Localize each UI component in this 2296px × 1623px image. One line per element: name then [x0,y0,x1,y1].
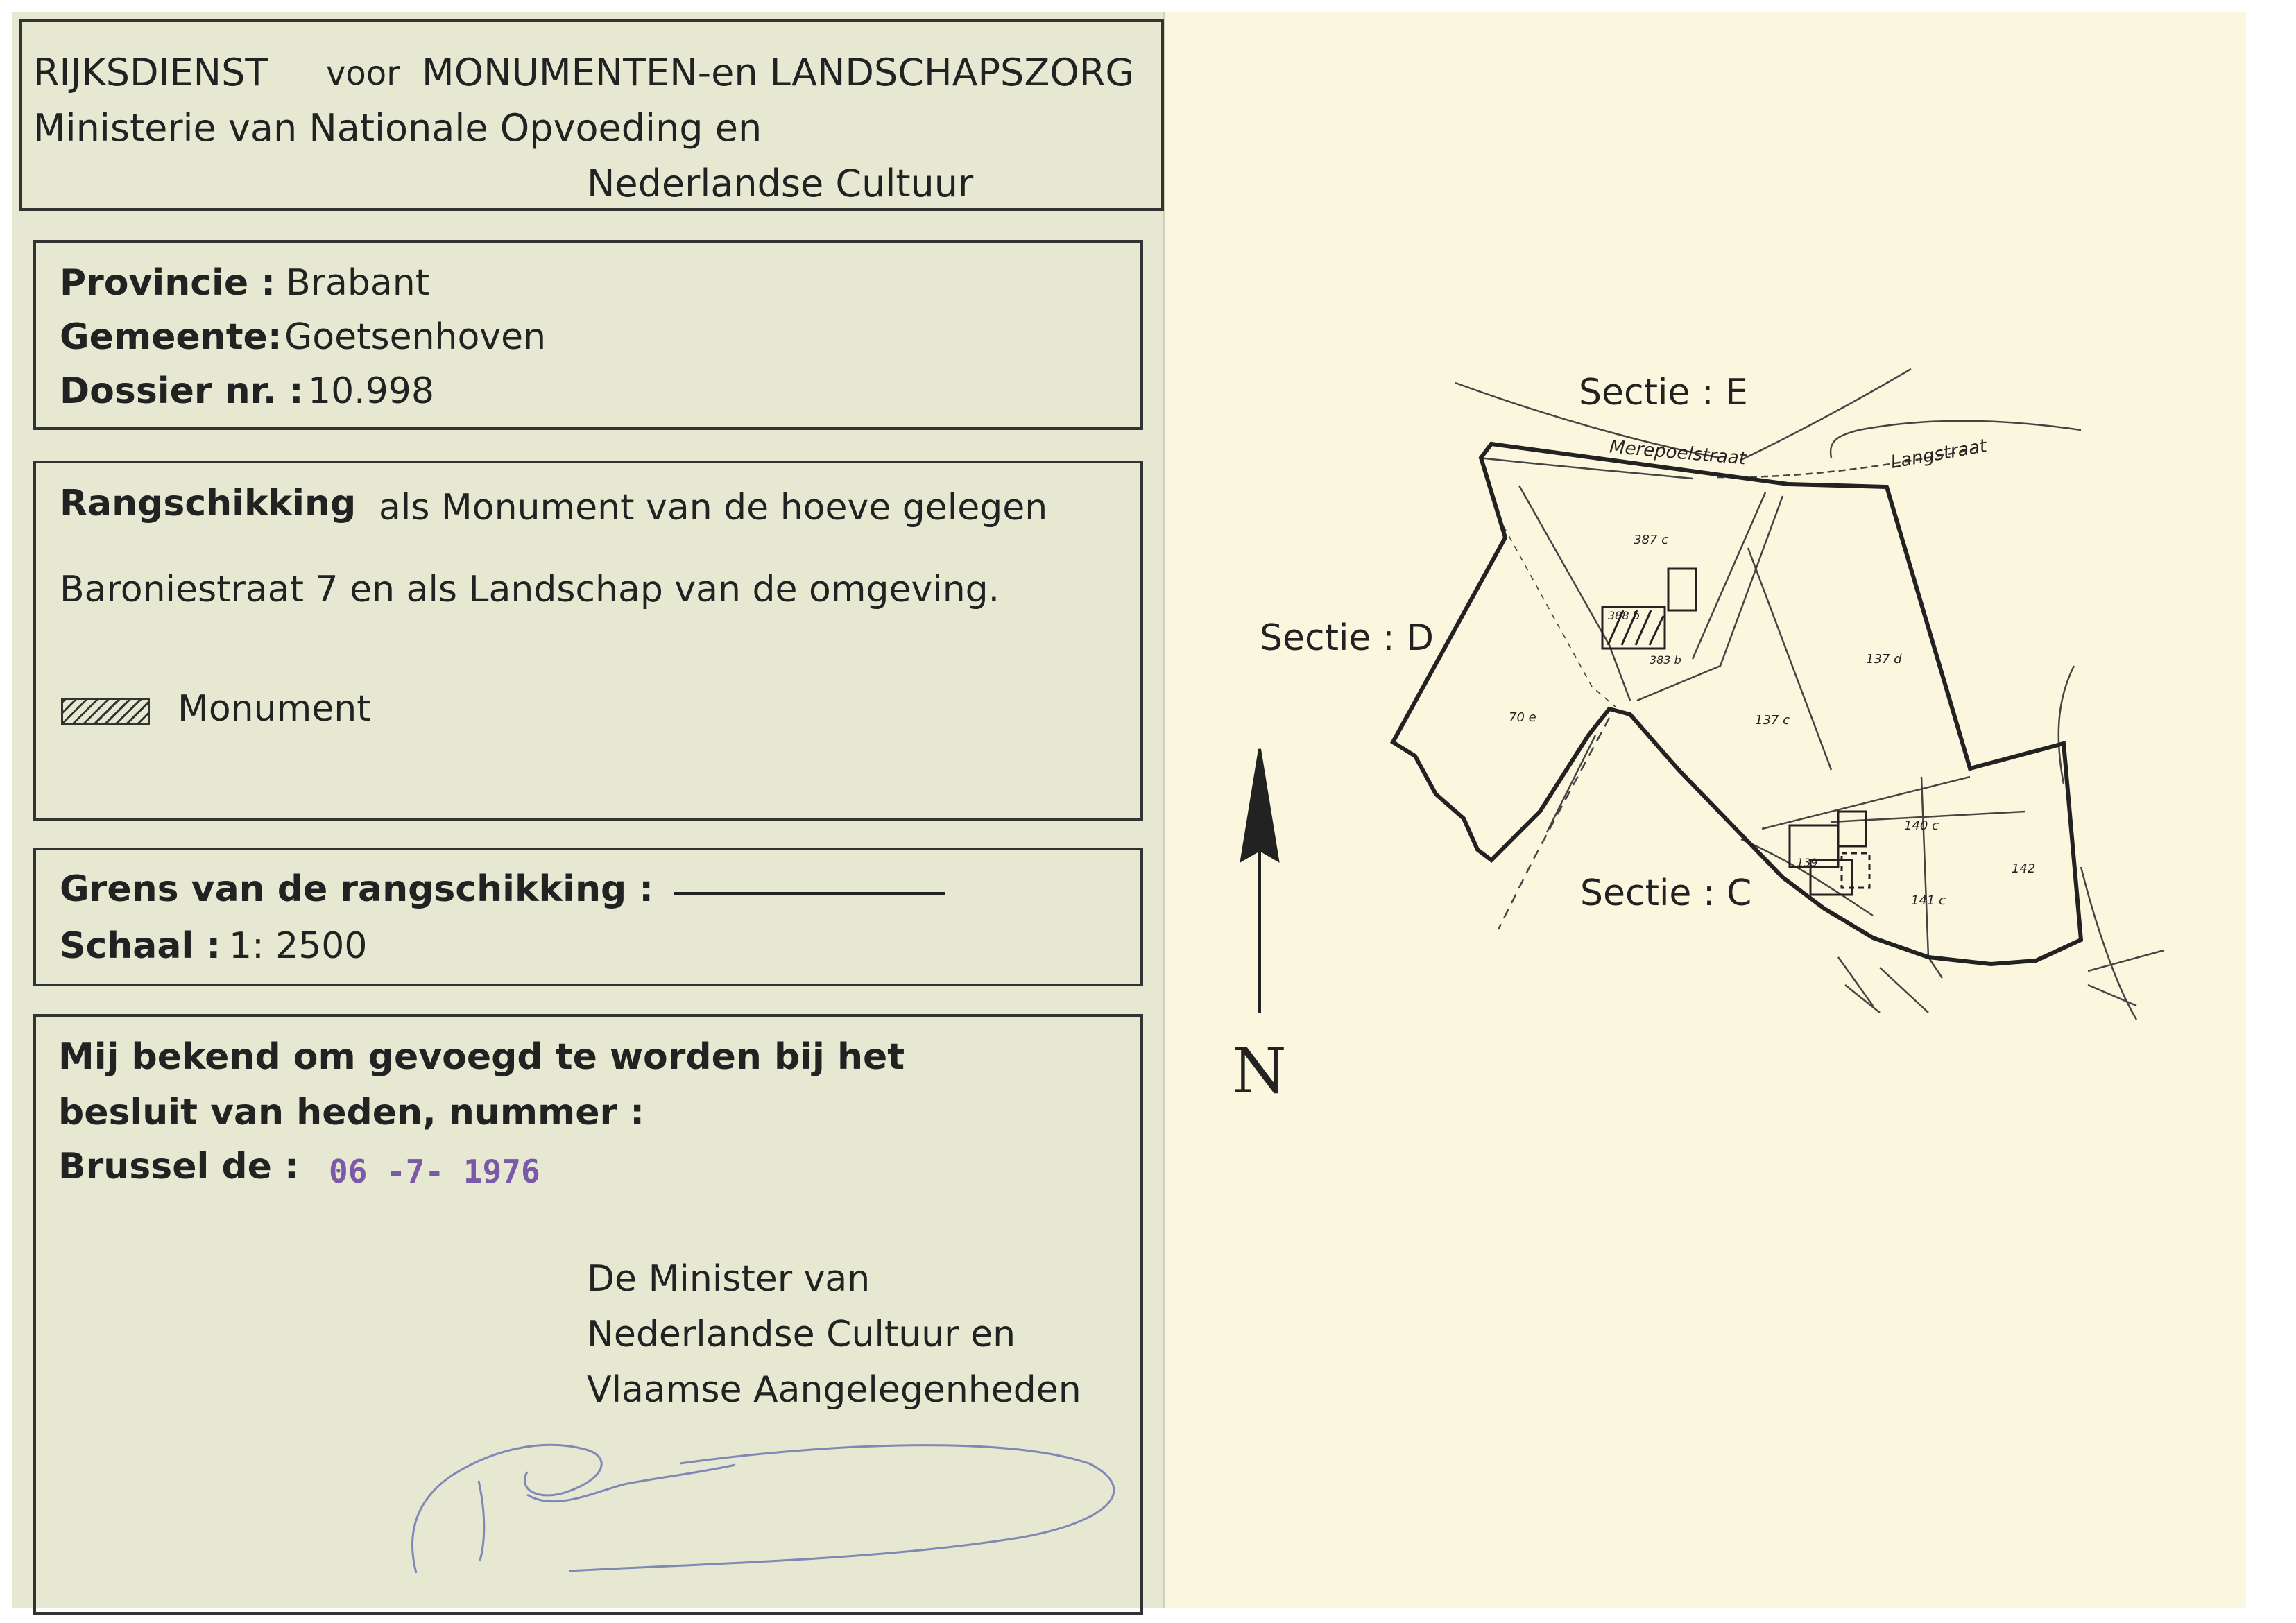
minister-line2: Nederlandse Cultuur en [587,1314,1016,1355]
north-letter: N [1232,1035,1287,1108]
provincie-value: Brabant [286,262,430,304]
header-line3: Nederlandse Cultuur [587,162,974,205]
minister-line1: De Minister van [587,1258,871,1300]
parcel-383b: 383 b [1650,653,1681,667]
parcel-137d: 137 d [1866,652,1902,667]
classification-title: Rangschikking [60,483,357,524]
street-merepoelstraat: Merepoelstraat [1609,436,1747,470]
street-langstraat: Langstraat [1889,436,1989,473]
classification-line1: als Monument van de hoeve gelegen [379,487,1048,529]
gemeente-value: Goetsenhoven [284,316,547,358]
header-line1-c: MONUMENTEN-en LANDSCHAPSZORG [422,51,1135,94]
sectie-d-label: Sectie : D [1260,617,1434,659]
dossier-label: Dossier nr. : [60,370,304,412]
sectie-c-label: Sectie : C [1580,873,1752,914]
parcel-137c: 137 c [1755,713,1790,728]
dossier-value: 10.998 [308,370,434,412]
farm-buildings [1790,812,1869,895]
signature-line1: Mij bekend om gevoegd te worden bij het [58,1036,905,1078]
parcel-142: 142 [2012,861,2036,876]
monument-legend-label: Monument [178,688,371,730]
map-roads [1455,369,2164,1020]
header-line1-b: voor [326,54,400,93]
north-arrow [1242,749,1278,1013]
schaal-label: Schaal : [60,925,221,967]
header-line1-a: RIJKSDIENST [33,51,268,94]
schaal-value: 1: 2500 [229,925,368,967]
parcel-141c: 141 c [1911,893,1946,908]
parcel-388b: 388 b [1608,609,1640,622]
sectie-e-label: Sectie : E [1579,372,1748,413]
grens-label: Grens van de rangschikking : [60,868,654,910]
classification-line2: Baroniestraat 7 en als Landschap van de omgeving. [60,569,1000,610]
date-stamp: 06 -7- 1976 [329,1153,540,1190]
parcel-139: 139 [1797,856,1818,869]
handwritten-signature [413,1445,1114,1573]
parcel-70e: 70 e [1509,710,1536,725]
signature-line2: besluit van heden, nummer : [58,1092,645,1133]
parcel-387c: 387 c [1634,533,1668,547]
brussel-label: Brussel de : [58,1146,299,1187]
parcel-140c: 140 c [1904,818,1939,833]
minister-line3: Vlaamse Aangelegenheden [587,1369,1081,1411]
gemeente-label: Gemeente: [60,316,282,358]
header-line2: Ministerie van Nationale Opvoeding en [33,106,762,150]
provincie-label: Provincie : [60,262,276,304]
